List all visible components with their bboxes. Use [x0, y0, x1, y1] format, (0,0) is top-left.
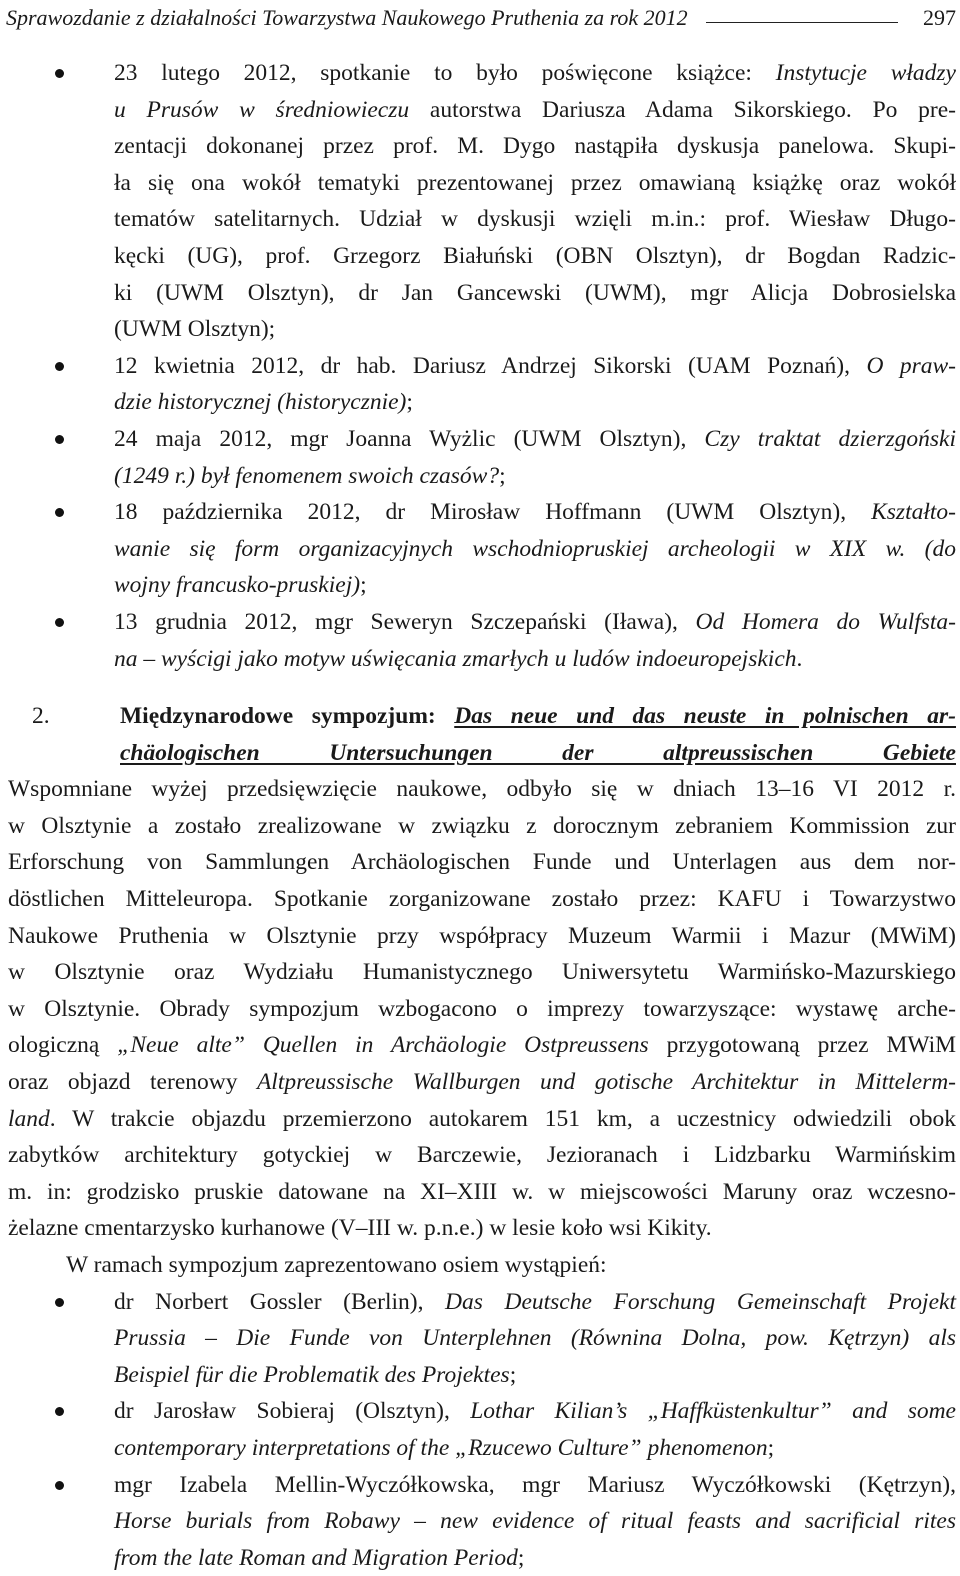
running-header	[6, 0, 956, 40]
text-line: w Olsztynie oraz Wydziału Humanistycznego Uniwersytetu Warmińsko-Mazurskiego	[8, 959, 956, 986]
list-item	[8, 348, 956, 421]
section-title-line	[120, 698, 956, 735]
bullet-icon	[55, 618, 64, 627]
symposium-talks-list	[8, 1284, 956, 1576]
text-line: mgr Izabela Mellin-Wyczółkowska, mgr Mariusz Wyczółkowski (Kętrzyn),	[114, 1471, 956, 1498]
bullet-icon	[55, 1481, 64, 1490]
text-line: zentacji dokonanej przez prof. M. Dygo nastąpiła dyskusja panelowa. Skupi-	[114, 133, 956, 160]
bullet-icon	[55, 362, 64, 371]
list-item	[8, 494, 956, 604]
page-number: 297	[923, 5, 956, 30]
list-item	[8, 55, 956, 348]
text-line: Beispiel für die Problematik des Projektes;	[114, 1361, 517, 1388]
text-line: wanie się form organizacyjnych wschodniopruskiej archeologii w XIX w. (do	[114, 535, 956, 562]
section-number: 2.	[32, 703, 50, 730]
text-line: dzie historycznej (historycznie);	[114, 389, 413, 416]
lecture-list-2012	[8, 55, 956, 677]
text-line: u Prusów w średniowieczu autorstwa Dariusza Adama Sikorskiego. Po pre-	[114, 96, 956, 123]
list-item	[8, 1393, 956, 1466]
bullet-icon	[55, 508, 64, 517]
list-item	[8, 1467, 956, 1576]
text-line: dr Jarosław Sobieraj (Olsztyn), Lothar Kilian’s „Haffküstenkultur” and some	[114, 1398, 956, 1425]
text-line: ologiczną „Neue alte” Quellen in Archäologie Ostpreussens przygotowaną przez MWiM	[8, 1032, 957, 1059]
text-line: Prussia – Die Funde von Unterplehnen (Równina Dolna, pow. Kętrzyn) als	[114, 1325, 956, 1352]
text-line: Erforschung von Sammlungen Archäologischen Funde und Unterlagen aus dem nor-	[8, 849, 956, 876]
text-line: dr Norbert Gossler (Berlin), Das Deutsche Forschung Gemeinschaft Projekt	[114, 1288, 956, 1315]
text-line: (UWM Olsztyn);	[114, 316, 276, 343]
text-line: 24 maja 2012, mgr Joanna Wyżlic (UWM Olsztyn), Czy traktat dzierzgoński	[114, 425, 956, 452]
section-heading	[8, 698, 956, 771]
text-line: kęcki (UG), prof. Grzegorz Białuński (OBN Olsztyn), dr Bogdan Radzic-	[114, 242, 956, 269]
text-line: zabytków architektury gotyckiej w Barczewie, Jezioranach i Lidzbarku Warmińskim	[8, 1142, 956, 1169]
header-rule	[706, 22, 898, 23]
text-line: wojny francusko-pruskiej);	[114, 572, 367, 599]
section-label: Międzynarodowe sympozjum:	[120, 703, 436, 730]
text-line: ki (UWM Olsztyn), dr Jan Gancewski (UWM), mgr Alicja Dobrosielska	[114, 279, 956, 306]
text-line: w Olsztynie a zostało zrealizowane w związku z dorocznym zebraniem Kommission zur	[8, 812, 956, 839]
text-line: w Olsztynie. Obrady sympozjum wzbogacono o imprezy towarzyszące: wystawę arche-	[8, 995, 956, 1022]
bullet-icon	[55, 435, 64, 444]
text-line: döstlichen Mitteleuropa. Spotkanie zorganizowane zostało przez: KAFU i Towarzystwo	[8, 886, 956, 913]
text-line: 12 kwietnia 2012, dr hab. Dariusz Andrzej Sikorski (UAM Poznań), O praw-	[114, 352, 956, 379]
text-line: ła się ona wokół tematyki prezentowanej przez omawianą książkę oraz wokół	[114, 169, 956, 196]
text-line: żelazne cmentarzysko kurhanowe (V–III w. p.n.e.) w lesie koło wsi Kikity.	[8, 1215, 712, 1242]
section-title: Das neue und das neuste in polnischen ar-	[454, 703, 956, 730]
text-line: Naukowe Pruthenia w Olsztynie przy współpracy Muzeum Warmii i Mazur (MWiM)	[8, 922, 956, 949]
text-line: m. in: grodzisko pruskie datowane na XI–XIII w. w miejscowości Maruny oraz wczesno-	[8, 1178, 956, 1205]
section-title-line	[120, 735, 956, 772]
bullet-icon	[55, 69, 64, 78]
text-line: 18 października 2012, dr Mirosław Hoffmann (UWM Olsztyn), Kształto-	[114, 499, 956, 526]
text-line: na – wyścigi jako motyw uświęcania zmarłych u ludów indoeuropejskich.	[114, 645, 803, 672]
text-line: from the late Roman and Migration Period;	[114, 1544, 525, 1571]
list-item	[8, 421, 956, 494]
intro-paragraph: W ramach sympozjum zaprezentowano osiem wystąpień:	[66, 1252, 607, 1278]
running-title: Sprawozdanie z działalności Towarzystwa Naukowego Pruthenia za rok 2012	[6, 5, 688, 30]
text-line: oraz objazd terenowy Altpreussische Wallburgen und gotische Architektur in Mittelerm-	[8, 1069, 957, 1096]
text-line: 13 grudnia 2012, mgr Seweryn Szczepański (Iława), Od Homera do Wulfsta-	[114, 608, 957, 635]
list-item	[8, 604, 956, 677]
text-line: Horse burials from Robawy – new evidence of ritual feasts and sacrificial rites	[114, 1508, 956, 1535]
text-line: (1249 r.) był fenomenem swoich czasów?;	[114, 462, 506, 489]
list-item	[8, 1284, 956, 1394]
text-line: 23 lutego 2012, spotkanie to było poświęcone książce: Instytucje władzy	[114, 60, 956, 86]
body-paragraph	[8, 771, 956, 1247]
page-content	[8, 55, 956, 1576]
text-line: land. W trakcie objazdu przemierzono autokarem 151 km, a uczestnicy odwiedzili obok	[8, 1105, 956, 1132]
section-title: chäologischen Untersuchungen der altpreussischen Gebiete	[120, 739, 956, 766]
bullet-icon	[55, 1407, 64, 1416]
bullet-icon	[55, 1298, 64, 1307]
text-line: Wspomniane wyżej przedsięwzięcie naukowe, odbyło się w dniach 13–16 VI 2012 r.	[8, 776, 956, 803]
text-line: contemporary interpretations of the „Rzucewo Culture” phenomenon;	[114, 1434, 775, 1461]
text-line: tematów satelitarnych. Udział w dyskusji wzięli m.in.: prof. Wiesław Długo-	[114, 206, 956, 233]
